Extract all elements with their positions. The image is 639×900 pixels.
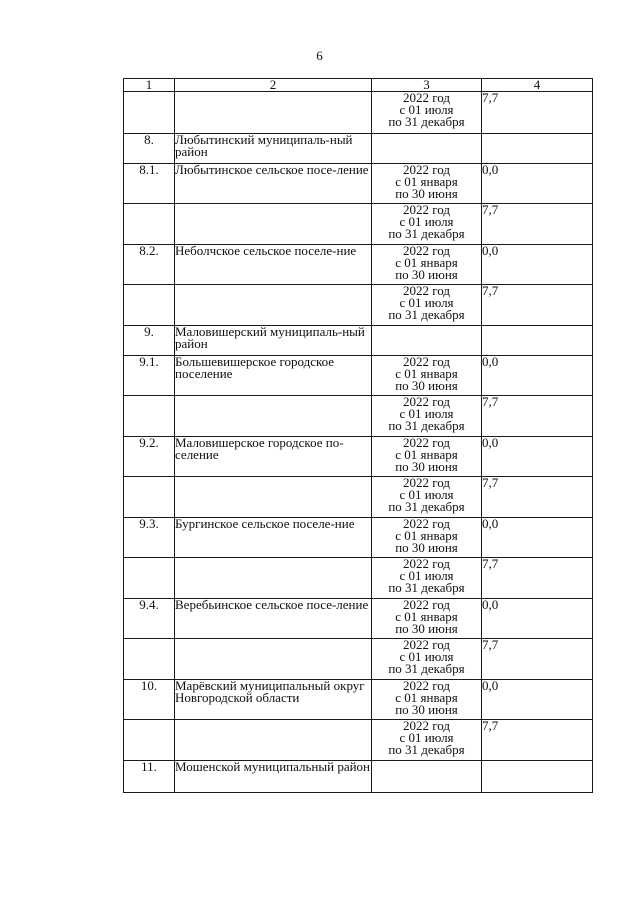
row-number: 9.4. [124,599,175,639]
period-cell [372,639,482,680]
rate-value: 0,0 [482,599,593,639]
period-line: по 31 декабря [388,226,465,241]
period-line: с 01 июля [399,102,454,117]
table-row [124,599,593,639]
municipality-name: Мошенской муниципальный район [175,761,372,793]
row-number [124,558,175,599]
period-line: по 31 декабря [388,580,465,595]
rate-value [482,761,593,793]
municipality-name: Любытинское сельское посе-ление [175,164,372,204]
rate-value: 0,0 [482,356,593,396]
municipality-name [175,639,372,680]
municipality-name: Маловишерский муниципаль-ный район [175,326,372,356]
table-row [124,518,593,558]
period-cell [372,164,482,204]
rate-value: 7,7 [482,558,593,599]
period-line: по 31 декабря [388,499,465,514]
period-line: с 01 января [395,690,458,705]
page-number: 6 [316,48,323,63]
rate-value: 7,7 [482,285,593,326]
table-row [124,134,593,164]
period-line: по 30 июня [395,186,458,201]
period-line: с 01 января [395,528,458,543]
row-number [124,477,175,518]
period-line: с 01 января [395,255,458,270]
period-line: по 30 июня [395,459,458,474]
period-line: 2022 год [403,637,450,652]
period-line: по 30 июня [395,702,458,717]
table-row [124,204,593,245]
rate-value: 0,0 [482,437,593,477]
rate-value: 0,0 [482,245,593,285]
period-line: с 01 января [395,447,458,462]
rate-value: 7,7 [482,92,593,134]
row-number: 9.3. [124,518,175,558]
period-cell [372,356,482,396]
row-number: 10. [124,680,175,720]
row-number [124,285,175,326]
table-row [124,245,593,285]
period-line: 2022 год [403,718,450,733]
period-cell [372,761,482,793]
period-line: с 01 января [395,174,458,189]
period-line: 2022 год [403,283,450,298]
row-number: 11. [124,761,175,793]
column-header-3: 3 [372,79,482,92]
row-number [124,204,175,245]
municipality-name: Большевишерское городское поселение [175,356,372,396]
table-row [124,437,593,477]
row-number: 9.1. [124,356,175,396]
table-row [124,720,593,761]
period-line: с 01 января [395,366,458,381]
rate-value [482,134,593,164]
period-cell [372,134,482,164]
table-row [124,558,593,599]
period-line: 2022 год [403,90,450,105]
period-line: 2022 год [403,516,450,531]
column-header-1: 1 [124,79,175,92]
municipality-name [175,92,372,134]
period-line: 2022 год [403,556,450,571]
table-row [124,639,593,680]
period-line: с 01 января [395,609,458,624]
table-row [124,92,593,134]
period-cell [372,326,482,356]
period-line: с 01 июля [399,214,454,229]
row-number: 9.2. [124,437,175,477]
table-row [124,326,593,356]
period-cell [372,396,482,437]
period-line: по 31 декабря [388,742,465,757]
period-line: с 01 июля [399,730,454,745]
period-line: 2022 год [403,162,450,177]
period-line: 2022 год [403,475,450,490]
municipality-name: Маловишерское городское по-селение [175,437,372,477]
municipality-name: Неболчское сельское поселе-ние [175,245,372,285]
rate-value: 7,7 [482,204,593,245]
municipality-name [175,720,372,761]
rate-value: 7,7 [482,720,593,761]
row-number: 8.1. [124,164,175,204]
period-line: 2022 год [403,354,450,369]
period-line: с 01 июля [399,649,454,664]
period-line: 2022 год [403,202,450,217]
period-cell [372,518,482,558]
table-row [124,761,593,793]
row-number: 9. [124,326,175,356]
period-line: по 30 июня [395,540,458,555]
period-line: с 01 июля [399,568,454,583]
column-header-4: 4 [482,79,593,92]
municipality-name: Веребьинское сельское посе-ление [175,599,372,639]
period-line: по 30 июня [395,267,458,282]
period-line: по 31 декабря [388,307,465,322]
rate-value: 7,7 [482,639,593,680]
rate-value: 0,0 [482,518,593,558]
table-row [124,477,593,518]
period-cell [372,204,482,245]
rate-value: 7,7 [482,396,593,437]
row-number [124,396,175,437]
rate-value [482,326,593,356]
municipality-name [175,558,372,599]
period-cell [372,558,482,599]
table-row [124,164,593,204]
period-cell [372,245,482,285]
period-line: 2022 год [403,394,450,409]
municipality-name [175,285,372,326]
period-line: по 31 декабря [388,114,465,129]
period-cell [372,437,482,477]
tax-rate-table [123,78,593,793]
rate-value: 0,0 [482,680,593,720]
period-line: с 01 июля [399,406,454,421]
period-line: по 30 июня [395,621,458,636]
period-line: 2022 год [403,243,450,258]
row-number [124,639,175,680]
municipality-name [175,396,372,437]
municipality-name: Бургинское сельское поселе-ние [175,518,372,558]
municipality-name: Любытинский муниципаль-ный район [175,134,372,164]
period-cell [372,477,482,518]
row-number [124,92,175,134]
period-line: по 30 июня [395,378,458,393]
municipality-name [175,204,372,245]
period-line: по 31 декабря [388,661,465,676]
table-row [124,396,593,437]
row-number: 8. [124,134,175,164]
period-line: 2022 год [403,678,450,693]
period-line: по 31 декабря [388,418,465,433]
period-cell [372,680,482,720]
period-line: 2022 год [403,435,450,450]
municipality-name: Марёвский муниципальный округ Новгородской области [175,680,372,720]
period-line: с 01 июля [399,295,454,310]
row-number [124,720,175,761]
municipality-name [175,477,372,518]
rate-value: 7,7 [482,477,593,518]
period-cell [372,720,482,761]
row-number: 8.2. [124,245,175,285]
period-cell [372,599,482,639]
table-header-row [124,79,593,92]
period-line: 2022 год [403,597,450,612]
table-row [124,356,593,396]
table-row [124,680,593,720]
period-line: с 01 июля [399,487,454,502]
rate-value: 0,0 [482,164,593,204]
period-cell [372,92,482,134]
column-header-2: 2 [175,79,372,92]
period-cell [372,285,482,326]
table-row [124,285,593,326]
